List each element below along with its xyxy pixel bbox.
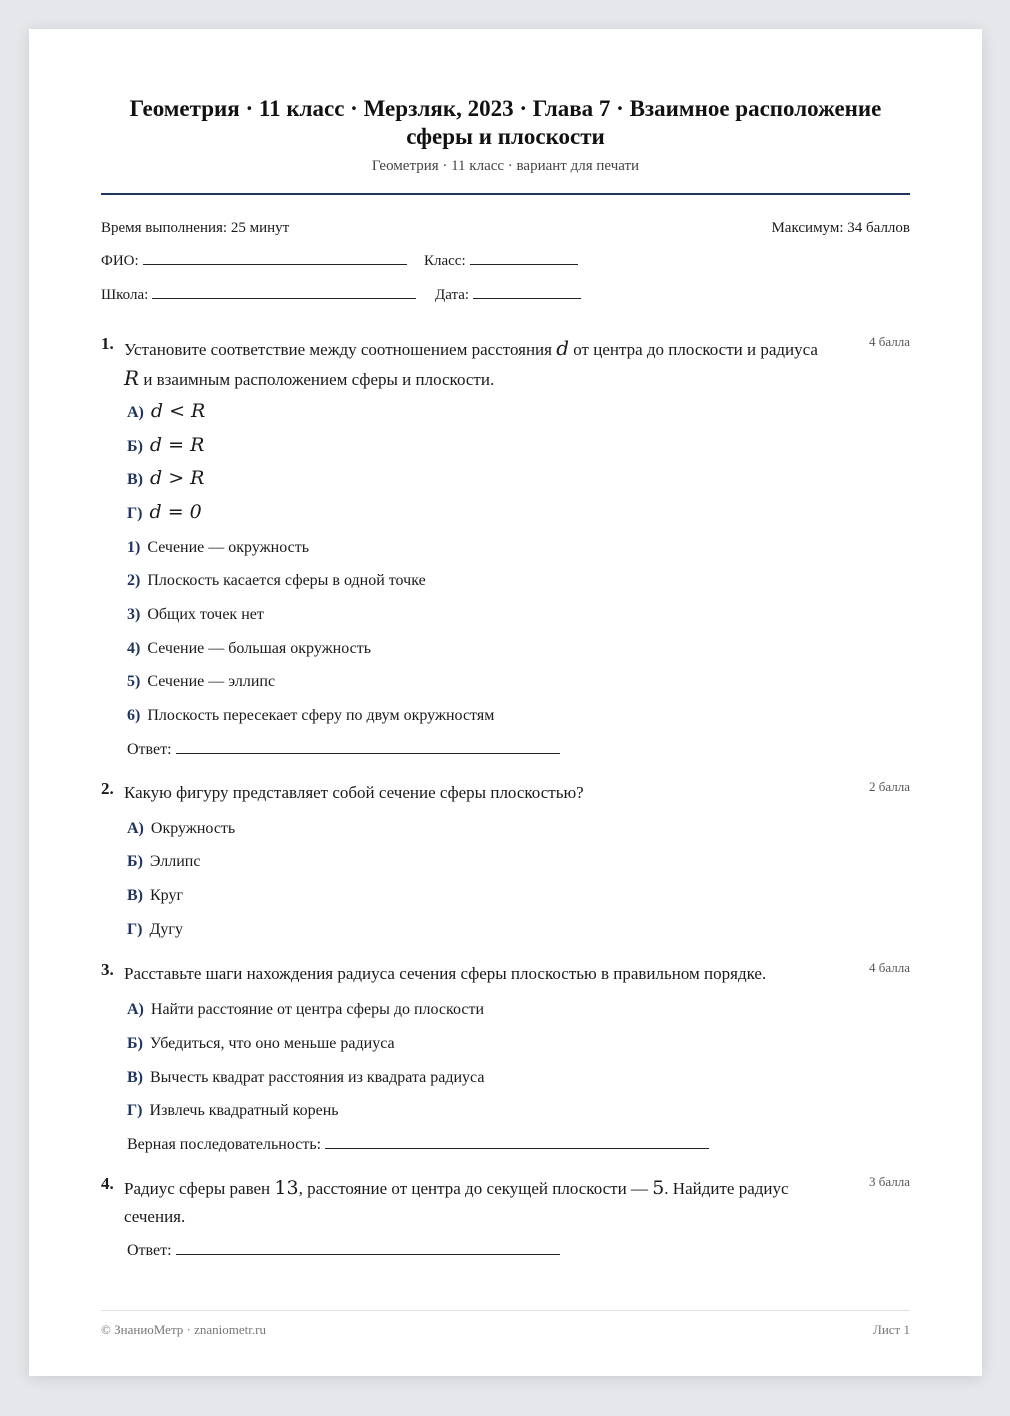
option-item [127,887,183,905]
question-text-part: Радиус сферы равен [124,1179,275,1198]
option-text: Сечение — большая окружность [147,640,372,657]
math-variable: R [124,366,140,390]
answer-label: Ответ: [127,1242,172,1259]
match-right-item [127,539,309,557]
footer-copyright: © ЗнаниоМетр · znaniometr.ru [101,1322,266,1337]
math-expression: d = R [149,434,205,456]
option-text: Круг [150,887,184,904]
option-label: 4) [127,640,141,657]
option-label: Б) [127,438,143,455]
question-number: 3. [101,960,114,979]
option-label: Б) [127,1035,143,1052]
option-label: В) [127,1069,143,1086]
fio-label: ФИО: [101,253,139,269]
question-text-part: Установите соответствие между соотношением расстояния [124,340,557,359]
option-label: 2) [127,572,141,589]
match-right-item [127,606,264,624]
option-label: Г) [127,1102,143,1119]
worksheet-page [29,29,982,1376]
option-item [127,1001,484,1019]
option-text: Плоскость пересекает сферу по двум окружностям [147,707,495,724]
option-label: Г) [127,505,143,522]
time-limit: Время выполнения: 25 минут [101,220,290,236]
match-right-item [127,673,275,691]
page-title: Геометрия · 11 класс · Мерзляк, 2023 · Глава 7 · Взаимное расположение сферы и плоскости [129,96,882,149]
match-left-item [127,400,205,422]
option-item [127,1102,339,1120]
page-subtitle: Геометрия · 11 класс · вариант для печати [371,158,640,174]
math-variable: d [556,336,570,360]
option-label: 3) [127,606,141,623]
fio-field[interactable] [101,253,407,270]
sequence-answer-field[interactable] [127,1136,709,1154]
match-left-item [127,467,204,489]
option-label: 5) [127,673,141,690]
answer-label: Верная последовательность: [127,1136,322,1153]
question-points: 2 балла [869,779,910,794]
answer-field[interactable] [127,1242,560,1260]
question-text [124,334,824,394]
option-label: 1) [127,539,141,556]
header-divider [101,193,910,195]
option-text: Убедиться, что оно меньше радиуса [149,1035,395,1052]
school-line [152,298,416,299]
school-label: Школа: [101,287,149,303]
question-points: 4 балла [869,960,910,975]
date-field[interactable] [435,287,581,304]
option-label: Б) [127,853,143,870]
option-item [127,820,235,838]
answer-line [176,753,560,754]
math-number: 5 [652,1177,665,1199]
option-text: Найти расстояние от центра сферы до плоскости [150,1001,485,1018]
answer-field[interactable] [127,741,560,759]
option-label: Г) [127,921,143,938]
question-text-part: , расстояние от центра до секущей плоскости — [298,1179,653,1198]
question-number: 4. [101,1174,114,1193]
option-text: Вычесть квадрат расстояния из квадрата радиуса [150,1069,485,1086]
date-line [473,298,581,299]
class-label: Класс: [424,253,466,269]
answer-label: Ответ: [127,741,172,758]
option-item [127,853,200,871]
answer-line [325,1148,709,1149]
footer-divider [101,1310,910,1311]
question-points: 3 балла [869,1174,910,1189]
math-expression: d < R [150,400,206,422]
question-text-part: . Найдите радиус сечения. [124,1179,789,1226]
answer-line [176,1254,560,1255]
max-score: Максимум: 34 баллов [771,220,910,236]
question-text: Какую фигуру представляет собой сечение сферы плоскостью? [124,783,584,802]
math-expression: d = 0 [149,501,202,523]
school-field[interactable] [101,287,416,304]
option-text: Плоскость касается сферы в одной точке [147,572,426,589]
match-right-item [127,572,426,590]
question-text-part: и взаимным расположением сферы и плоскости. [139,370,495,389]
option-label: 6) [127,707,141,724]
option-label: А) [127,1001,144,1018]
question-text: Расставьте шаги нахождения радиуса сечения сферы плоскостью в правильном порядке. [124,964,767,983]
option-text: Общих точек нет [147,606,264,623]
option-label: А) [127,820,144,837]
option-item [127,1035,395,1053]
question-text [124,1174,824,1231]
class-field[interactable] [424,253,578,270]
match-right-item [127,707,494,725]
question-number: 1. [101,334,114,353]
question-points: 4 балла [869,334,910,349]
meta-row [101,220,910,237]
date-label: Дата: [435,287,470,303]
option-label: А) [127,404,144,421]
question-number: 2. [101,779,114,798]
match-left-item [127,434,204,456]
option-label: В) [127,471,143,488]
class-line [470,264,578,265]
question-text-part: от центра до плоскости и радиуса [569,340,818,359]
footer-page-number: Лист 1 [873,1322,910,1337]
option-text: Окружность [150,820,236,837]
option-label: В) [127,887,143,904]
option-text: Сечение — эллипс [147,673,276,690]
match-right-item [127,640,371,658]
option-item [127,1069,484,1087]
option-item [127,921,183,939]
match-left-item [127,501,202,523]
option-text: Сечение — окружность [147,539,310,556]
option-text: Эллипс [149,853,201,870]
option-text: Дугу [149,921,183,938]
math-number: 13 [274,1177,299,1199]
math-expression: d > R [150,467,205,489]
fio-line [143,264,407,265]
option-text: Извлечь квадратный корень [149,1102,339,1119]
